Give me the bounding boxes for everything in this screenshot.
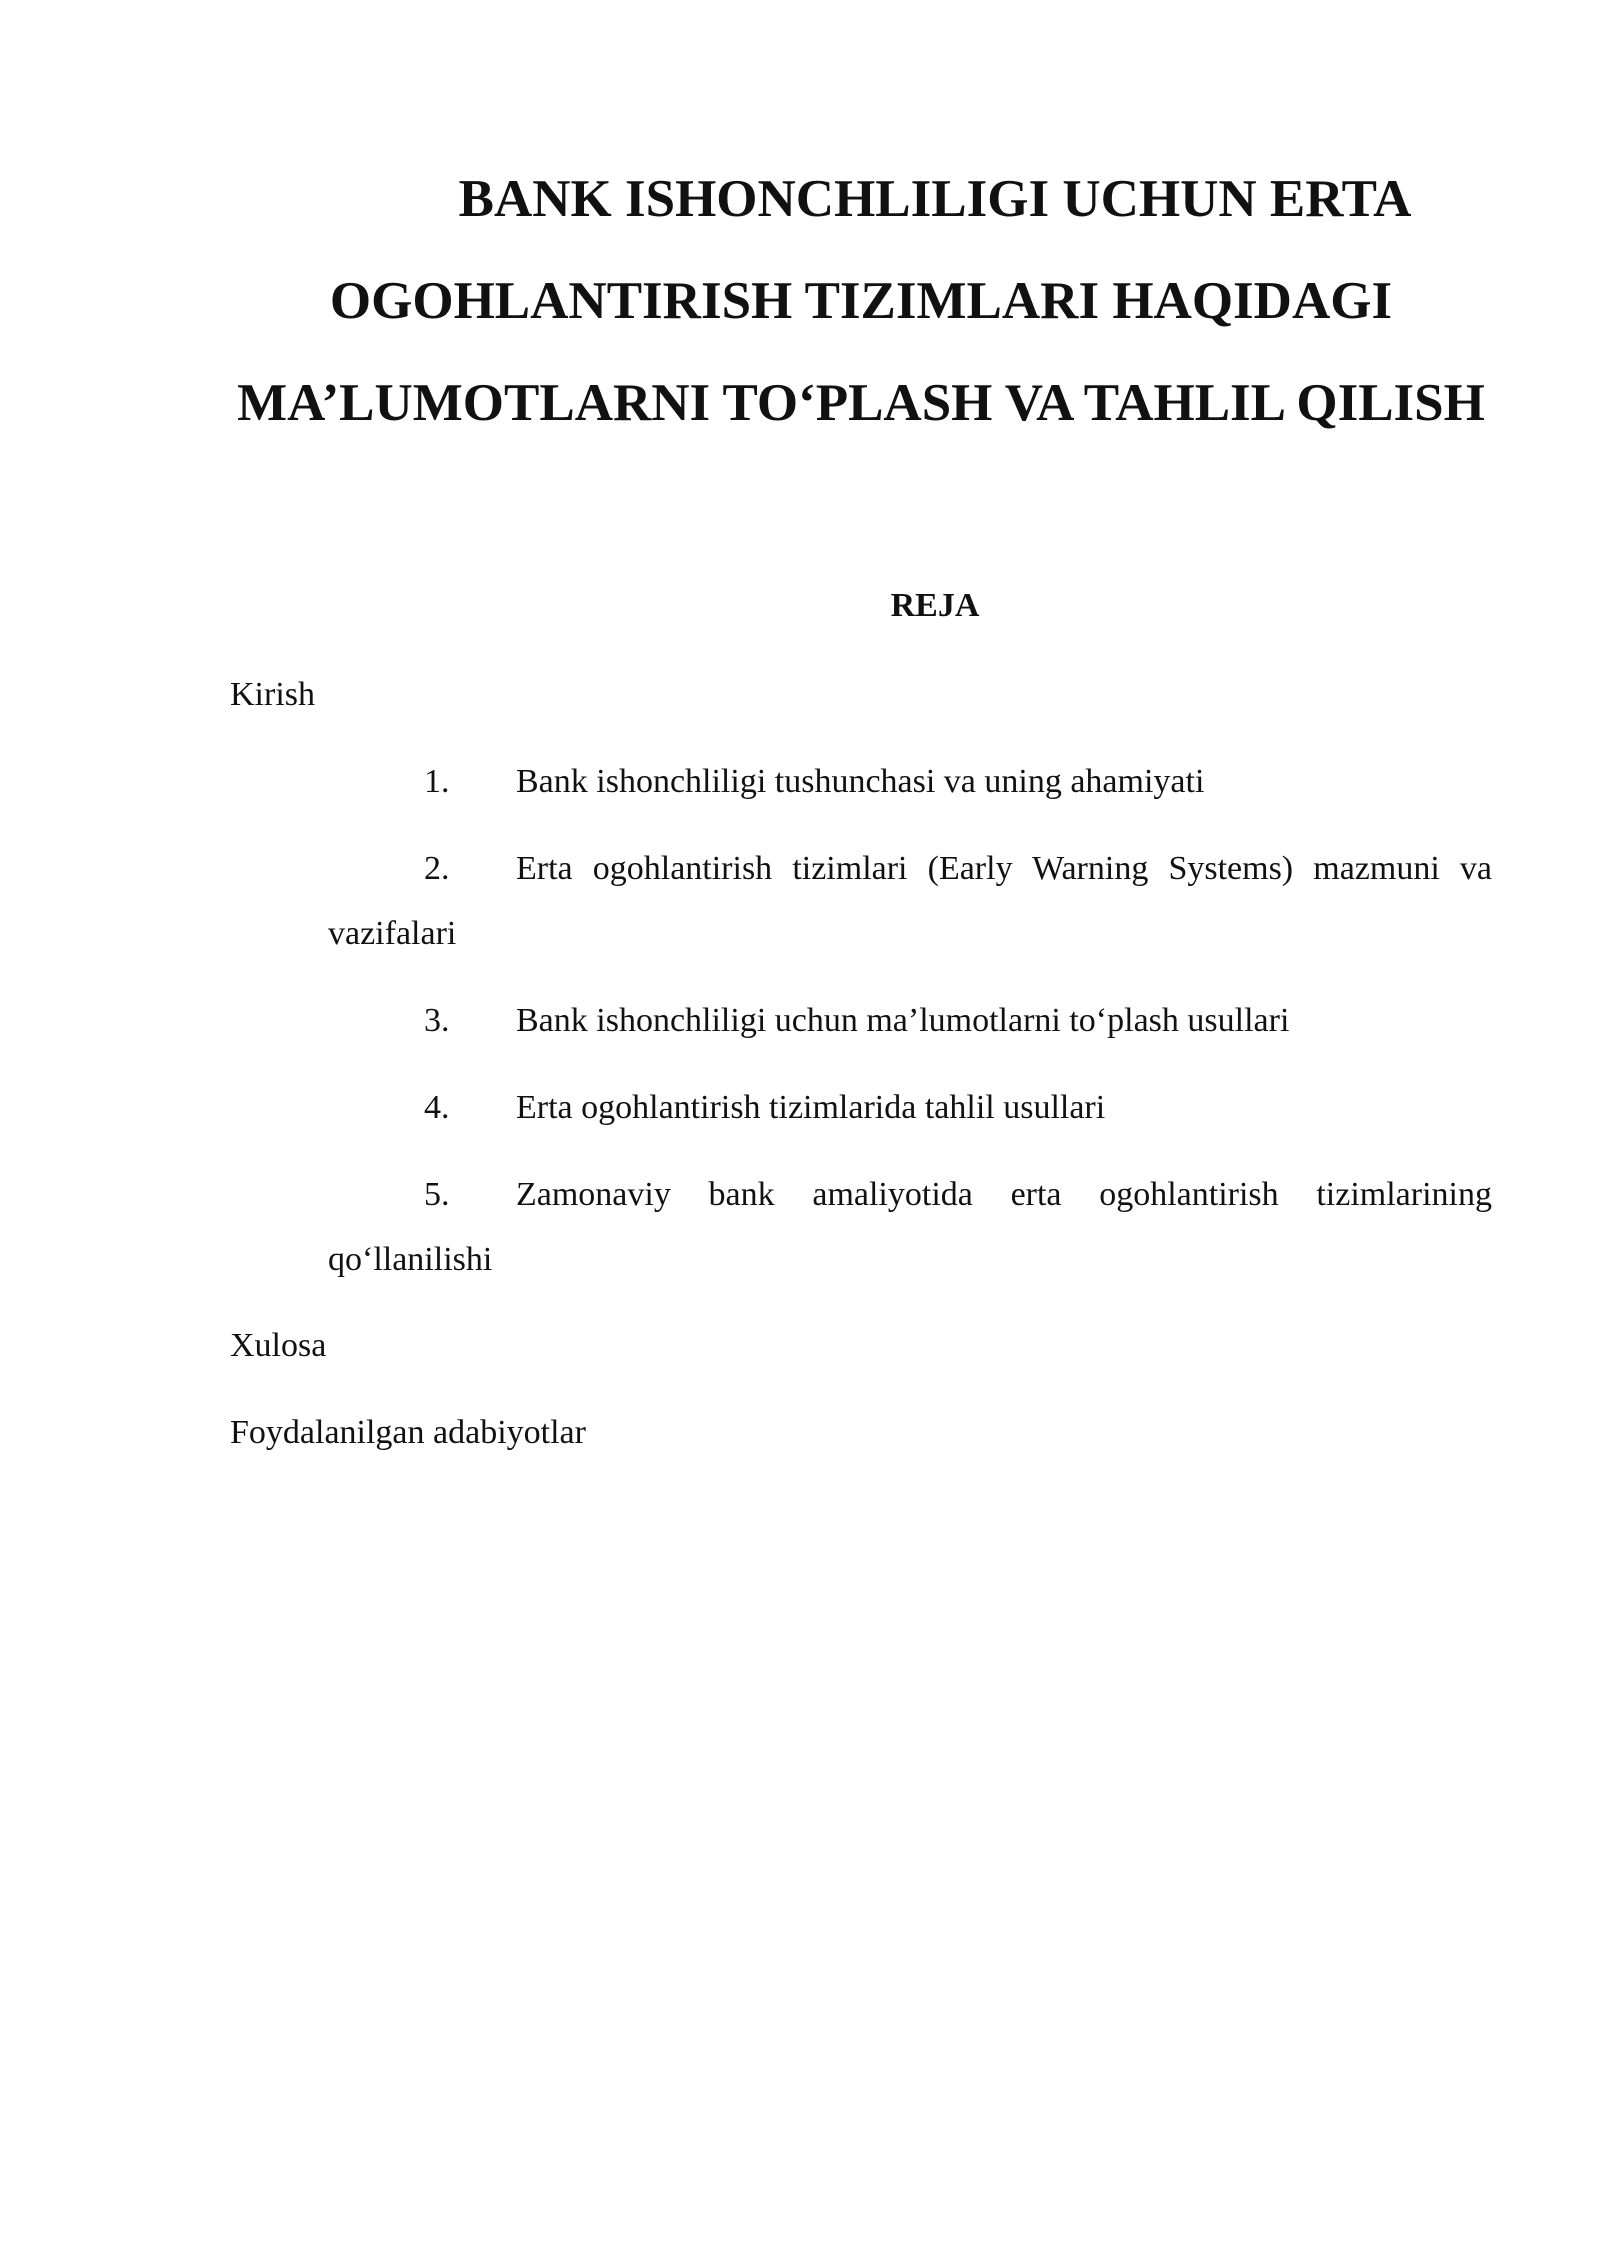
plan-item-number: 2. <box>424 850 450 887</box>
plan-intro: Kirish <box>230 676 315 713</box>
plan-item-text: Erta ogohlantirish tizimlarida tahlil usullari <box>516 1089 1106 1126</box>
plan-item-number: 5. <box>424 1176 450 1213</box>
plan-item-number: 3. <box>424 1002 450 1039</box>
plan-item-2 <box>328 836 1492 966</box>
plan-item-number: 1. <box>424 763 450 800</box>
plan-conclusion: Xulosa <box>230 1327 327 1364</box>
plan-item-number: 4. <box>424 1089 450 1126</box>
plan-item-text: Erta ogohlantirish tizimlari (Early Warning Systems) mazmuni va vazifalari <box>328 850 1492 952</box>
plan-item-text: Bank ishonchliligi tushunchasi va uning ahamiyati <box>516 763 1205 800</box>
document-title: BANK ISHONCHLILIGI UCHUN ERTA OGOHLANTIRISH TIZIMLARI HAQIDAGI MA’LUMOTLARNI TO‘PLASH VA TAHLIL QILISH <box>237 170 1485 432</box>
plan-heading: REJA <box>890 587 980 624</box>
plan-item-5 <box>328 1162 1492 1292</box>
plan-item-3 <box>328 988 1492 1053</box>
plan-item-text: Zamonaviy bank amaliyotida erta ogohlantirish tizimlarining qo‘llanilishi <box>328 1176 1492 1278</box>
plan-item-text: Bank ishonchliligi uchun ma’lumotlarni to‘plash usullari <box>516 1002 1290 1039</box>
plan-references: Foydalanilgan adabiyotlar <box>230 1414 586 1451</box>
plan-item-1 <box>328 749 1492 814</box>
plan-item-4 <box>328 1075 1492 1140</box>
